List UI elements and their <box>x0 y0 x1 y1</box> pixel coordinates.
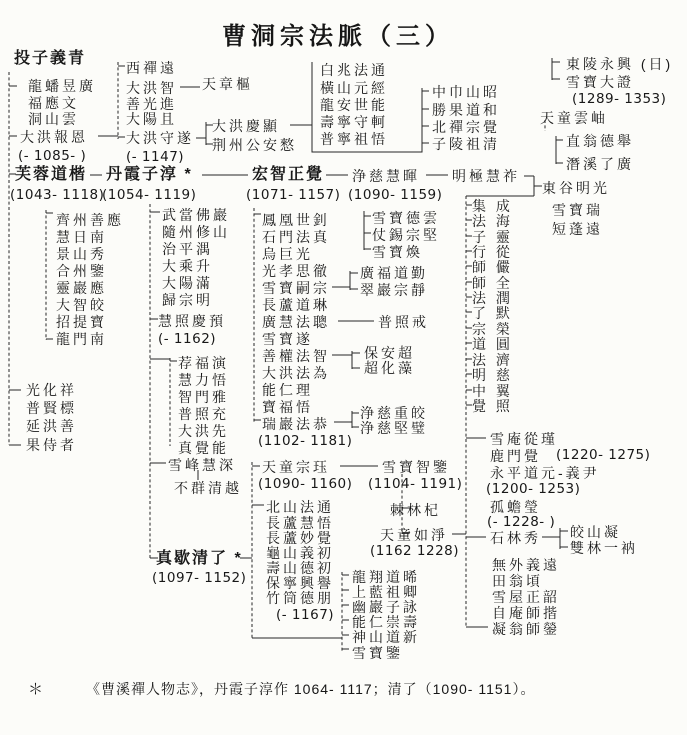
node-tiantong-zongjue-dates: (1090- 1160) <box>258 476 353 492</box>
node-longmen-nan: 龍門南 <box>56 331 107 347</box>
node-shuanglin-yina: 雙林一衲 <box>570 540 638 556</box>
node-zhaoti-bao: 招提寶 <box>56 314 107 330</box>
node-tiantong-rujing: 天童如淨 <box>380 527 448 543</box>
node-yongping-dates: (1200- 1253) <box>486 481 581 497</box>
node-dahong-shousui-dates: (- 1147) <box>126 149 185 165</box>
node-liao-mo: 了 默 <box>472 305 513 321</box>
node-fa-hai: 法 海 <box>472 213 513 229</box>
node-wuju-guang: 烏巨光 <box>262 246 313 262</box>
node-fa-run: 法 潤 <box>472 290 513 306</box>
node-shoushan-dechu: 壽山德初 <box>266 560 334 576</box>
node-guizong-ming: 歸宗明 <box>162 292 213 308</box>
footnote-text: 《曹溪禪人物志》，丹霞子淳作 1064- 1117；清了（1090- 1151）。 <box>86 681 536 697</box>
node-longxiang-daoxi: 龍翔道晞 <box>352 569 420 585</box>
node-jingzhou-gongan-yin: 荆州公安憗 <box>212 137 297 153</box>
node-shi-yan: 師 儼 <box>472 259 513 275</box>
node-changlu-miaojue: 長蘆妙覺 <box>266 530 334 546</box>
node-xuedou-huan: 雪寶煥 <box>372 244 423 260</box>
node-nengren-chongshou: 能仁崇壽 <box>352 614 420 630</box>
node-dao-yuan: 道 圓 <box>472 336 513 352</box>
node-ji-cheng: 集 成 <box>472 198 513 214</box>
node-guishan-yichu: 龜山義初 <box>266 545 334 561</box>
node-dongling-yongxing: 東陵永興 (日) <box>566 56 674 72</box>
node-jianfu-yan: 荐福演 <box>178 355 229 371</box>
node-qianxi-liaoguang: 潛溪了廣 <box>566 156 634 172</box>
node-danxia-zichun-dates: (1054- 1119) <box>102 187 197 203</box>
node-shanguang-jin: 善光進 <box>126 96 177 112</box>
node-xuedou-dazheng-dates: (1289- 1353) <box>572 91 667 107</box>
node-dahong-zhi: 大洪智 <box>126 80 177 96</box>
node-jingshan-xiu: 景山秀 <box>56 246 107 262</box>
node-hezhou-jian: 合州鑒 <box>56 263 107 279</box>
node-baizhao-fatong: 白兆法通 <box>320 62 388 78</box>
node-tiantong-zongjue: 天童宗珏 <box>262 459 330 475</box>
node-huizhao-qingyu: 慧照慶預 <box>158 313 226 329</box>
node-shouning-shouke: 壽寧守軻 <box>320 114 388 130</box>
node-dayang-man: 大陽滿 <box>162 275 213 291</box>
node-nengren-li: 能仁理 <box>262 382 313 398</box>
node-xuedou-dazheng: 雪寶大證 <box>566 74 634 90</box>
node-wudang-foyan: 武當佛巖 <box>162 207 230 223</box>
node-xuedou-deyun: 雪寶德雲 <box>372 210 440 226</box>
node-yongping-daoyuan-yiyin: 永平道元-義尹 <box>490 465 600 481</box>
node-jue-zhao: 覺 照 <box>472 398 513 414</box>
node-jingci-chongjiao: 浄慈重皎 <box>360 405 428 421</box>
node-fa-ji: 法 濟 <box>472 352 513 368</box>
node-beichan-zongjue: 北禪宗覺 <box>432 119 500 135</box>
node-chaohua-zao: 超化藻 <box>364 360 415 376</box>
node-zhutong-depeng: 竹筒德朋 <box>266 590 334 606</box>
node-zhutong-depeng-dates: (- 1167) <box>276 607 335 623</box>
node-hongzhi-zhengjue: 宏智正覺 <box>252 166 325 183</box>
node-dacheng-sheng: 大乘升 <box>162 258 213 274</box>
node-dayang-qie: 大陽且 <box>126 111 177 127</box>
node-lumen-jue: 鹿門覺 <box>490 448 541 464</box>
node-huiri-nan: 慧日南 <box>56 229 107 245</box>
node-dahong-shousui: 大洪守遂 <box>126 130 194 146</box>
node-zhangxi-zongjian: 仗錫宗堅 <box>372 227 440 243</box>
node-tiantong-yunxiu: 天童雲岫 <box>540 110 608 126</box>
node-guangfu-daoqin: 廣福道勤 <box>360 265 428 281</box>
node-beishan-fatong: 北山法通 <box>266 499 334 515</box>
node-dahong-fawei: 大洪法為 <box>262 365 330 381</box>
node-yanhong-shan: 延洪善 <box>26 418 77 434</box>
node-tiantong-rujing-dates: (1162 1228) <box>370 543 460 559</box>
node-shengguo-daohe: 勝果道和 <box>432 102 500 118</box>
node-guangxiao-siche: 光孝思徹 <box>262 263 330 279</box>
node-mingji-huizuo: 明極慧祚 <box>452 168 520 184</box>
node-xuefeng-huishen: 雪峰慧深 <box>168 457 236 473</box>
node-guchan-ying-dates: (- 1228- ) <box>487 514 556 530</box>
node-longan-shineng: 龍安世能 <box>320 97 388 113</box>
node-hongzhi-zhengjue-dates: (1071- 1157) <box>246 187 341 203</box>
node-touzi-yiqing: 投子義青 <box>14 50 87 67</box>
node-dahong-qingxian: 大洪慶顯 <box>212 118 280 134</box>
node-jilin-qi: 棘林杞 <box>390 502 441 518</box>
node-dongshan-yun: 洞山雲 <box>28 111 79 127</box>
node-jingci-huihui: 浄慈慧暉 <box>352 168 420 184</box>
node-dahong-xian: 大洪先 <box>178 423 229 439</box>
node-tianzhang-shu: 天章樞 <box>202 76 253 92</box>
node-guo-shizhe: 果侍者 <box>26 437 77 453</box>
node-puzhao-chong: 普照充 <box>178 406 229 422</box>
node-guanghua-xiang: 光化祥 <box>26 382 77 398</box>
node-cuiyan-zongjing: 翠巖宗靜 <box>360 282 428 298</box>
node-ziling-zuqing: 子陵祖清 <box>432 136 500 152</box>
node-qizhou-shanying: 齊州善應 <box>56 212 124 228</box>
node-xuean-congjin: 雪庵從瑾 <box>490 431 558 447</box>
node-ming-ci: 明 慈 <box>472 367 513 383</box>
node-buqun-qingyue: 不群清越 <box>174 480 242 496</box>
node-xichan-yuan: 西禪遠 <box>126 60 177 76</box>
node-guanghui-facong: 廣慧法聰 <box>262 314 330 330</box>
node-wuwai-yiyuan: 無外義遠 <box>492 557 560 573</box>
node-zi-ling: 子 靈 <box>472 229 513 245</box>
node-furong-daokai-dates: (1043- 1118) <box>10 187 105 203</box>
node-zhiweng-deju: 直翁德舉 <box>566 133 634 149</box>
node-dazhi-jiao: 大智皎 <box>56 297 107 313</box>
node-shi-quan: 師 全 <box>472 275 513 291</box>
node-xuedou-sizong: 雪寶嗣宗 <box>262 280 330 296</box>
node-longpan-yuguang: 龍蟠昱廣 <box>28 78 96 94</box>
node-duanpeng-yuan: 短蓬遠 <box>552 221 603 237</box>
node-shanglan-zuqing: 上藍祖卿 <box>352 584 420 600</box>
node-ruiyan-fagong: 瑞巖法恭 <box>262 416 330 432</box>
node-zhong-yi: 中 翼 <box>472 383 513 399</box>
node-lingyan-ying: 靈巖應 <box>56 280 107 296</box>
node-shimen-fazhen: 石門法真 <box>262 229 330 245</box>
node-lumen-jue-dates: (1220- 1275) <box>556 447 651 463</box>
node-zhimen-ya: 智門雅 <box>178 389 229 405</box>
node-dahong-baoen-dates: (- 1085- ) <box>18 148 87 164</box>
node-zian-shikai: 自庵師揩 <box>492 605 560 621</box>
footnote-marker: ＊ <box>28 681 44 698</box>
node-tianweng-qing: 田翁頃 <box>492 573 543 589</box>
node-fuying-wen: 福應文 <box>28 95 79 111</box>
node-zhiping-yu: 治平湡 <box>162 241 213 257</box>
node-hengshan-yuanjing: 橫山元經 <box>320 80 388 96</box>
node-guchan-ying: 孤蟾瑩 <box>490 499 541 515</box>
node-fenghuang-shizhao: 鳳凰世釗 <box>262 212 330 228</box>
node-ruiyan-fagong-dates: (1102- 1181) <box>258 433 353 449</box>
node-baoning-xingyu: 保寧興譽 <box>266 575 334 591</box>
node-baofu-wu: 寶福悟 <box>262 399 313 415</box>
node-danxia-zichun: 丹霞子淳 * <box>106 166 193 183</box>
node-youyan-ziyong: 幽巖子詠 <box>352 599 420 615</box>
node-zhongjinshan-zhao: 中巾山昭 <box>432 84 500 100</box>
node-shanquan-fazhi: 善權法智 <box>262 348 330 364</box>
node-donggu-mingguang: 東谷明光 <box>542 180 610 196</box>
node-jiaoshan-ning: 皎山凝 <box>570 524 621 540</box>
node-puning-zuwu: 普寧祖悟 <box>320 131 388 147</box>
node-zhenxie-qingliao: 真歇清了 * <box>156 550 243 567</box>
node-jingci-jianbi: 浄慈堅璧 <box>360 420 428 436</box>
node-huili-wu: 慧力悟 <box>178 372 229 388</box>
node-changlu-huiwu: 長蘆慧悟 <box>266 515 334 531</box>
node-furong-daokai: 芙蓉道楷 <box>15 166 88 183</box>
page-title: 曹洞宗法脈（三） <box>222 23 454 50</box>
node-xuedou-zhijian-dates: (1104- 1191) <box>368 476 463 492</box>
node-dahong-baoen: 大洪報恩 <box>20 129 88 145</box>
node-suizhou-xiushan: 隨州修山 <box>162 224 230 240</box>
node-huizhao-qingyu-dates: (- 1162) <box>158 331 217 347</box>
node-xuedou-zhijian: 雪寶智鑒 <box>382 459 450 475</box>
node-xuedou-sui: 雪寶遂 <box>262 331 313 347</box>
node-puxian-biao: 普賢標 <box>26 400 77 416</box>
node-changlu-daolin: 長蘆道琳 <box>262 297 330 313</box>
node-jingci-huihui-dates: (1090- 1159) <box>348 187 443 203</box>
node-zong-rong: 宗 榮 <box>472 321 513 337</box>
node-xuewu-zhengshao: 雪屋正韶 <box>492 589 560 605</box>
node-zhenjue-neng: 真覺能 <box>178 440 229 456</box>
node-ningweng-shiying: 凝翁師鎣 <box>492 621 560 637</box>
node-xuedou-rui: 雪寶瑞 <box>552 202 603 218</box>
node-shenshan-daoxin: 神山道新 <box>352 629 420 645</box>
node-xuedou-jian: 雪寶鑒 <box>352 645 403 661</box>
node-zhenxie-qingliao-dates: (1097- 1152) <box>152 570 247 586</box>
node-puzhao-jie: 普照戒 <box>378 314 429 330</box>
node-shilin-xiu: 石林秀 <box>490 530 541 546</box>
node-xing-cong: 行 從 <box>472 244 513 260</box>
node-baoan-chao: 保安超 <box>364 345 415 361</box>
